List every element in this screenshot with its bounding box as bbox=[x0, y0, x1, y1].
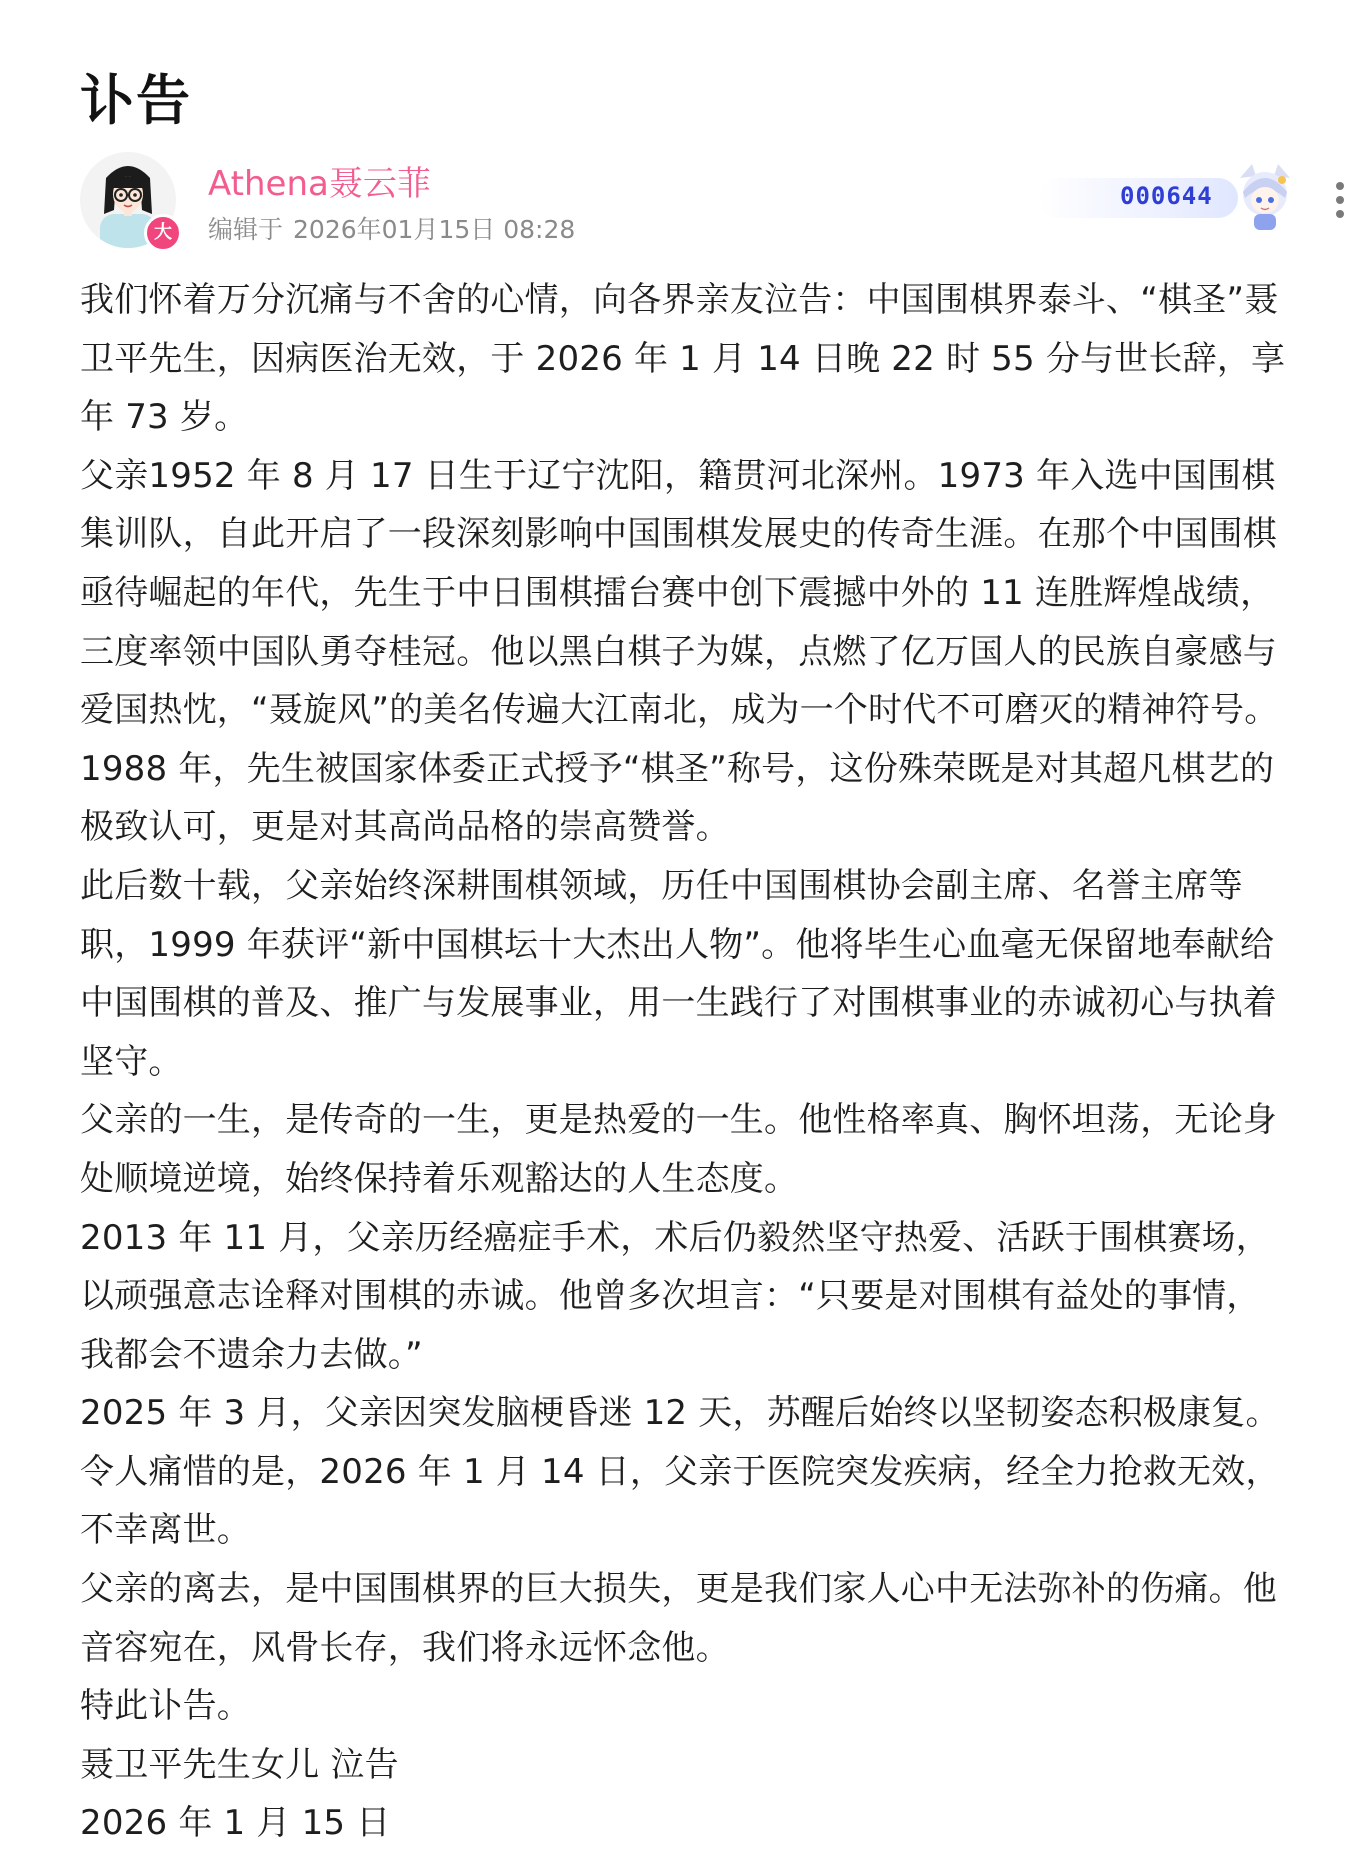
edit-time: 2026年01月15日 08:28 bbox=[293, 215, 576, 244]
edit-time-line bbox=[208, 210, 585, 246]
edit-label: 编辑于 bbox=[208, 215, 284, 244]
post-body bbox=[80, 271, 1294, 1853]
author-name[interactable]: Athena聂云菲 bbox=[208, 164, 431, 204]
body-paragraph: 父亲的一生，是传奇的一生，更是热爱的一生。他性格率真、胸怀坦荡，无论身处顺境逆境，始终保持着乐观豁达的人生态度。 bbox=[80, 1100, 1277, 1199]
author-row bbox=[80, 152, 1290, 252]
signature-line: 聂卫平先生女儿 泣告 bbox=[80, 1744, 399, 1785]
avatar[interactable] bbox=[80, 152, 176, 248]
body-paragraph: 2025 年 3 月，父亲因突发脑梗昏迷 12 天，苏醒后始终以坚韧姿态积极康复。令人痛惜的是，2026 年 1 月 14 日，父亲于医院突发疾病，经全力抢救无效，不幸离世。 bbox=[80, 1393, 1280, 1551]
more-dot bbox=[1336, 210, 1344, 218]
body-paragraph: 我们怀着万分沉痛与不舍的心情，向各界亲友泣告：中国围棋界泰斗、“棋圣”聂卫平先生，因病医治无效，于 2026 年 1 月 14 日晚 22 时 55 分与世长辞，享年 73 岁。 bbox=[80, 280, 1286, 438]
medal-character-icon bbox=[1230, 158, 1300, 234]
medal-number: 000644 bbox=[1120, 182, 1213, 210]
body-paragraph: 父亲的离去，是中国围棋界的巨大损失，更是我们家人心中无法弥补的伤痛。他音容宛在，风骨长存，我们将永远怀念他。 bbox=[80, 1569, 1277, 1668]
body-paragraph: 此后数十载，父亲始终深耕围棋领域，历任中国围棋协会副主席、名誉主席等职，1999 年获评“新中国棋坛十大杰出人物”。他将毕生心血毫无保留地奉献给中国围棋的普及、推广与发展事业，用一生践行了对围棋事业的赤诚初心与执着坚守。 bbox=[80, 865, 1277, 1082]
more-dot bbox=[1336, 182, 1344, 190]
more-dot bbox=[1336, 196, 1344, 204]
signature-date: 2026 年 1 月 15 日 bbox=[80, 1803, 391, 1844]
avatar-badge: 大 bbox=[144, 214, 182, 252]
body-paragraph: 特此讣告。 bbox=[80, 1686, 251, 1727]
post-title: 讣告 bbox=[80, 69, 192, 132]
fan-medal[interactable] bbox=[1038, 158, 1300, 234]
body-paragraph: 2013 年 11 月，父亲历经癌症手术，术后仍毅然坚守热爱、活跃于围棋赛场，以顽强意志诠释对围棋的赤诚。他曾多次坦言：“只要是对围棋有益处的事情，我都会不遗余力去做。” bbox=[80, 1217, 1271, 1375]
body-paragraph: 父亲1952 年 8 月 17 日生于辽宁沈阳，籍贯河北深州。1973 年入选中国围棋集训队，自此开启了一段深刻影响中国围棋发展史的传奇生涯。在那个中国围棋亟待崛起的年代，先生于中日围棋擂台赛中创下震撼中外的 11 连胜辉煌战绩，三度率领中国队勇夺桂冠。他以黑白棋子为媒，点燃了亿万国人的民族自豪感与爱国热忱，“聂旋风”的美名传遍大江南北，成为一个时代不可磨灭的精神符号。1988 年，先生被国家体委正式授予“棋圣”称号，这份殊荣既是对其超凡棋艺的极致认可，更是对其高尚品格的崇高赞誉。 bbox=[80, 455, 1279, 848]
more-options-icon[interactable] bbox=[1330, 182, 1350, 226]
